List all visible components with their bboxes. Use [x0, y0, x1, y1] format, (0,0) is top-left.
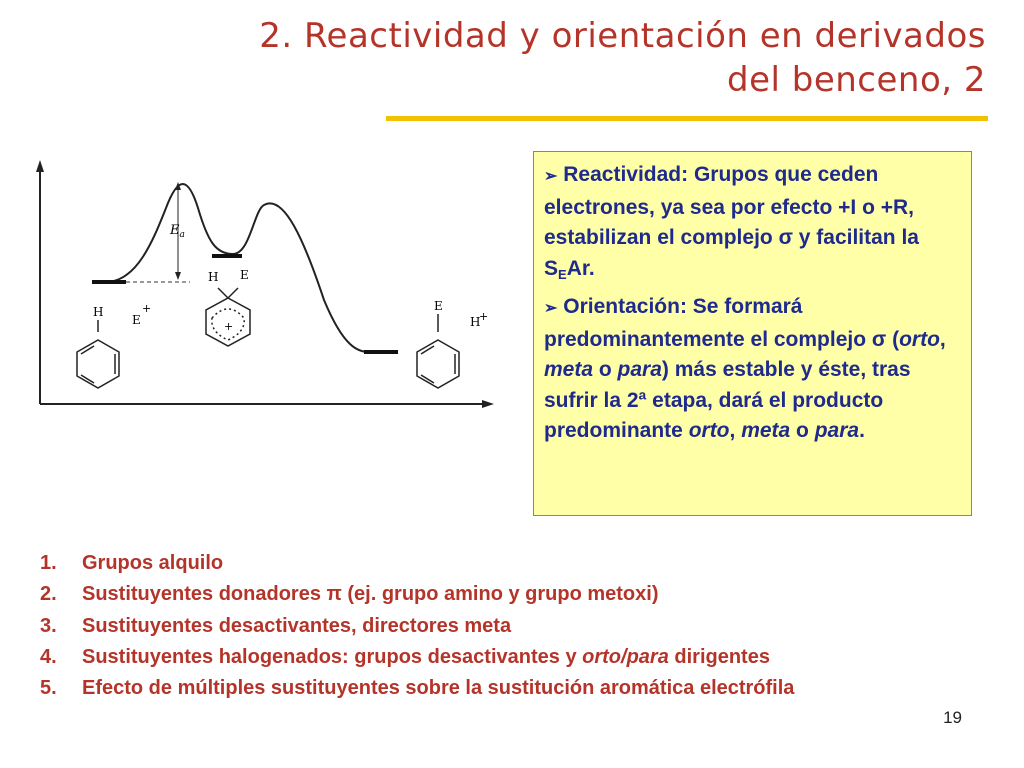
list-text: Sustituyentes desactivantes, directores meta	[82, 614, 512, 637]
sigma-charge: +	[224, 320, 234, 333]
conjunction: o	[790, 419, 815, 442]
bullet-reactividad-text: Reactividad: Grupos que ceden electrones, ya sea por efecto +I o +R, estabilizan el complejo σ y facilitan la S	[544, 163, 919, 280]
info-box	[533, 151, 972, 516]
term-meta: meta	[741, 419, 791, 442]
term-orto: orto	[688, 419, 730, 442]
period: .	[859, 419, 865, 442]
title-underline	[386, 116, 988, 121]
bullet-orientacion	[544, 292, 963, 447]
list-item	[40, 548, 794, 579]
ea-arrow-bottom	[175, 272, 181, 280]
list-text: Grupos alquilo	[82, 552, 224, 574]
sigma-h: H	[208, 270, 219, 284]
separator: ,	[729, 419, 742, 442]
arrow-bullet-icon: ➢	[544, 168, 558, 185]
arrow-bullet-icon: ➢	[544, 300, 558, 317]
bullet-orientacion-text-2: ) más estable y éste, tras sufrir la 2ª etapa, dará el producto predominante	[544, 358, 911, 442]
list-number: 2.	[40, 583, 57, 606]
list-number: 3.	[40, 614, 57, 637]
product-e: E	[434, 299, 443, 313]
list-text: Efecto de múltiples sustituyentes sobre la sustitución aromática electrófila	[82, 677, 795, 700]
reactant-h: H	[93, 305, 104, 319]
term-para: para	[617, 358, 662, 381]
term-para: para	[814, 419, 860, 442]
reactant-benzene	[77, 320, 119, 388]
x-axis-arrow	[482, 400, 494, 408]
product-charge: +	[479, 310, 489, 323]
list-number: 4.	[40, 645, 57, 668]
title-line-2: del benceno, 2	[726, 60, 986, 100]
list-item	[40, 579, 794, 610]
reactant-electrophile: E	[132, 313, 141, 327]
list-item	[40, 642, 794, 673]
slide-title	[259, 14, 986, 102]
list-item	[40, 673, 794, 704]
list-number: 5.	[40, 677, 57, 700]
list-text-tail: dirigentes	[668, 645, 770, 668]
product-benzene	[417, 314, 459, 388]
conjunction: o	[593, 358, 612, 381]
energy-diagram	[28, 150, 508, 420]
title-line-1-text: . Reactividad y orientación en derivados	[281, 16, 986, 56]
term-orto: orto	[899, 327, 940, 351]
topic-list	[40, 548, 794, 704]
bullet-reactividad-tail: Ar.	[566, 256, 595, 280]
list-italic-term: orto/para	[582, 645, 669, 668]
term-meta: meta	[544, 358, 594, 381]
list-item	[40, 611, 794, 642]
title-number: 2	[259, 16, 282, 56]
y-axis-arrow	[36, 160, 44, 172]
list-text: Sustituyentes donadores π (ej. grupo amino y grupo metoxi)	[82, 583, 659, 606]
sigma-e: E	[240, 268, 249, 282]
energy-curve	[108, 184, 370, 352]
product-h: H	[470, 315, 481, 329]
separator: ,	[939, 327, 946, 351]
bullet-orientacion-text: Orientación: Se formará predominantemente el complejo σ (	[544, 295, 900, 351]
title-line-1	[259, 14, 986, 58]
sigma-complex	[206, 288, 250, 346]
page-number: 19	[943, 708, 962, 727]
reactant-charge: +	[142, 302, 152, 315]
ea-arrow-top	[175, 182, 181, 190]
bullet-reactividad	[544, 160, 963, 284]
list-text: Sustituyentes halogenados: grupos desactivantes y	[82, 645, 583, 668]
list-number: 1.	[40, 552, 57, 574]
ea-label: $E_a$	[170, 223, 185, 240]
subscript-e: E	[558, 266, 567, 282]
